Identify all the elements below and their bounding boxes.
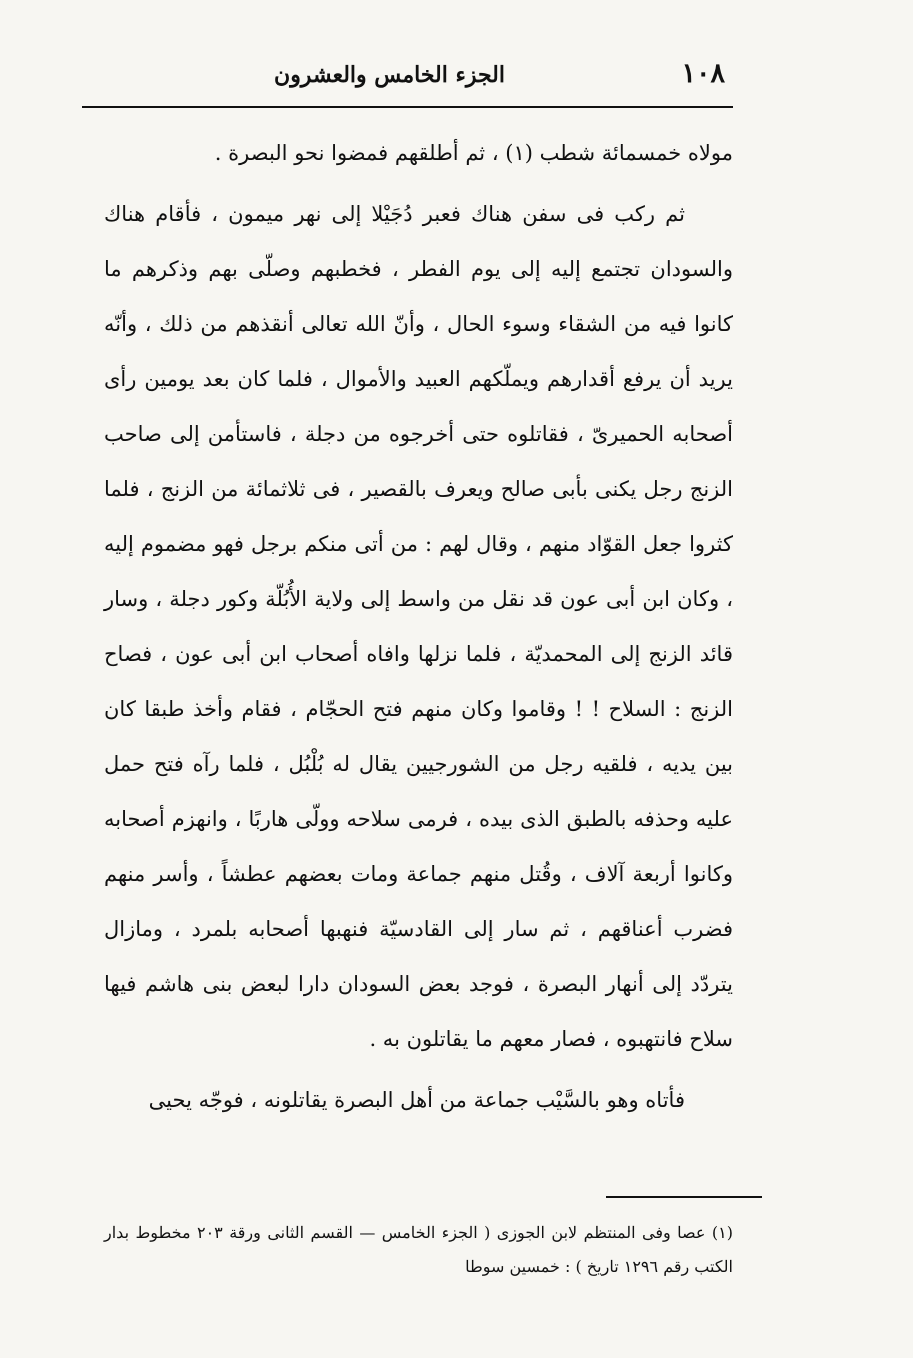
running-title: الجزء الخامس والعشرون [274,62,505,88]
page-number: ١٠٨ [681,58,725,89]
paragraph: مولاه خمسمائة شطب (١) ، ثم أطلقهم فمضوا نحو البصرة . [214,141,733,165]
main-text [104,126,733,1134]
footnote [104,1216,733,1284]
paragraph: فأتاه وهو بالسَّيْب جماعة من أهل البصرة يقاتلونه ، فوجّه يحيى [148,1088,685,1112]
paragraph: ثم ركب فى سفن هناك فعبر دُجَيْلا إلى نهر ميمون ، فأقام هناك والسودان تجتمع إليه إلى يوم الفطر ، فخطبهم وصلّى بهم وذكرهم ما كانوا فيه من الشقاء وسوء الحال ، وأنّ الله تعالى أنقذهم من ذلك ، وأنّه يريد أن يرفع أقدارهم ويملّكهم العبيد والأموال ، فلما كان بعد يومين رأى أصحابه الحميرىّ ، فقاتلوه حتى أخرجوه من دجلة ، فاستأمن إلى صاحب الزنج رجل يكنى بأبى صالح ويعرف بالقصير ، فى ثلاثمائة من الزنج ، فلما كثروا جعل القوّاد منهم ، وقال لهم : من أتى منكم برجل فهو مضموم إليه ، وكان ابن أبى عون قد نقل من واسط إلى ولاية الأُبُلّة وكور دجلة ، وسار قائد الزنج إلى المحمديّة ، فلما نزلها وافاه أصحاب ابن أبى عون ، فصاح الزنج : السلاح ! ! وقاموا وكان منهم فتح الحجّام ، فقام وأخذ طبقا كان بين يديه ، فلقيه رجل من الشورجيين يقال له بُلْبُل ، فلما رآه فتح حمل عليه وحذفه بالطبق الذى بيده ، فرمى سلاحه وولّى هاربًا ، وانهزم أصحابه وكانوا أربعة آلاف ، وقُتل منهم جماعة ومات بعضهم عطشاً ، وأسر منهم فضرب أعناقهم ، ثم سار إلى القادسيّة فنهبها أصحابه بلمرد ، ومازال يتردّد إلى أنهار البصرة ، فوجد بعض السودان دارا لبعض بنى هاشم فيها سلاح فانتهبوه ، فصار معهم ما يقاتلون به . [104,202,733,1051]
page-header [82,52,733,108]
footnote-text: (١) عصا وفى المنتظم لابن الجوزى ( الجزء الخامس — القسم الثانى ورقة ٢٠٣ مخطوط بدار الكتب رقم ١٢٩٦ تاريخ ) : خمسين سوطا [104,1223,733,1276]
footnote-divider [606,1196,762,1198]
